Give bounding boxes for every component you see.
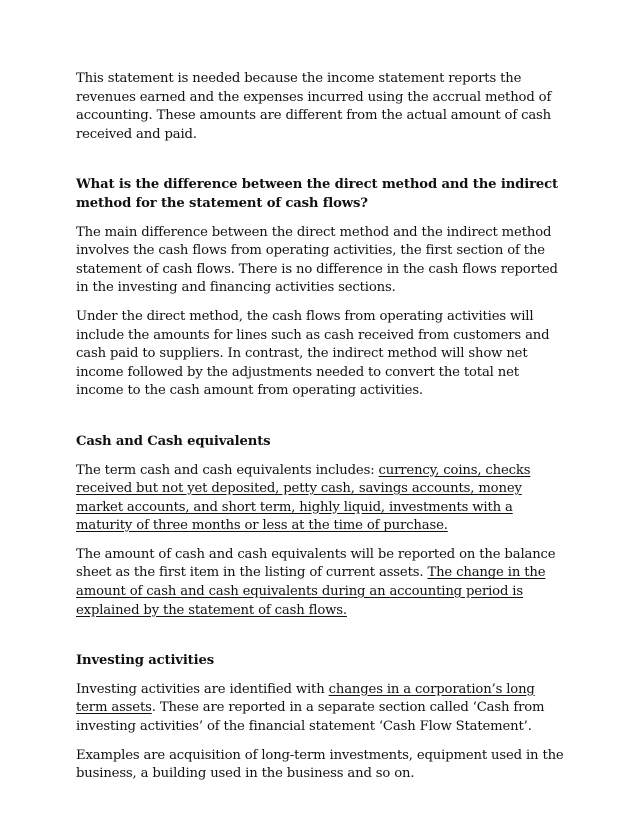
paragraph-main-difference: The main difference between the direct method and the indirect method involves the cash flows from operating activities, the first section of the statement of cash flows. There is no difference in the cash flows reported in the investing and financing activities sections. — [76, 224, 558, 296]
definition-lead-text: The term cash and cash equivalents includes: — [76, 462, 379, 478]
investing-lead-text: Investing activities are identified with — [76, 681, 329, 697]
document-body — [76, 70, 568, 784]
paragraph-investing-examples: Examples are acquisition of long-term investments, equipment used in the business, a building used in the business and so on. — [76, 747, 564, 782]
section-heading-cash-equivalents: Cash and Cash equivalents — [76, 433, 271, 449]
paragraph-cash-equivalents-definition — [76, 462, 568, 536]
investing-underlined-text: changes in a corporation’s long term assets — [76, 681, 535, 716]
section-heading-direct-vs-indirect: What is the difference between the direct method and the indirect method for the statement of cash flows? — [76, 177, 558, 211]
balance-sheet-underlined-text: The change in the amount of cash and cash equivalents during an accounting period is explained by the statement of cash flows. — [76, 565, 546, 618]
investing-trailing-text: . These are reported in a separate section called ‘Cash from investing activities’ of the financial statement ‘Cash Flow Statement’. — [76, 700, 545, 735]
paragraph-direct-method: Under the direct method, the cash flows from operating activities will include the amounts for lines such as cash received from customers and cash paid to suppliers. In contrast, the indirect method will show net income followed by the adjustments needed to convert the total net income to the cash amount from operating activities. — [76, 308, 550, 399]
section-heading-investing-activities: Investing activities — [76, 653, 214, 669]
balance-sheet-lead-text: The amount of cash and cash equivalents will be reported on the balance sheet as the first item in the listing of current assets. — [76, 546, 556, 581]
paragraph-investing-identified — [76, 681, 568, 737]
intro-paragraph: This statement is needed because the income statement reports the revenues earned and the expenses incurred using the accrual method of accounting. These amounts are different from the actual amount of cash received and paid. — [76, 71, 552, 142]
paragraph-balance-sheet — [76, 546, 568, 620]
definition-underlined-text: currency, coins, checks received but not yet deposited, petty cash, savings accounts, money market accounts, and short term, highly liquid, investments with a maturity of three months or less at the time of purchase. — [76, 462, 531, 534]
